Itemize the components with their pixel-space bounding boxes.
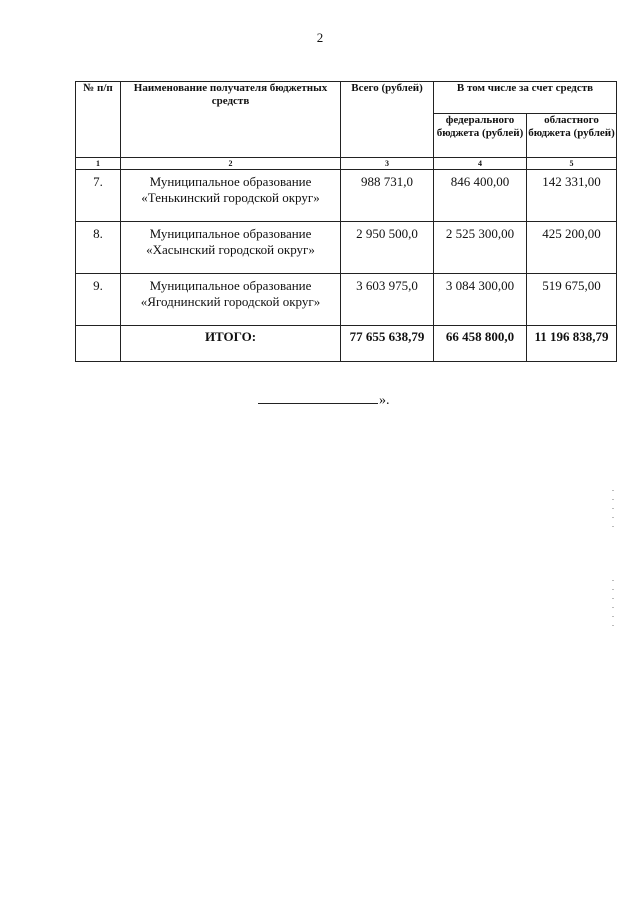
recipient-name-line: «Хасынский городской округ» — [146, 242, 315, 257]
regional-amount: 519 675,00 — [527, 274, 617, 326]
recipient-name-line: «Тенькинский городской округ» — [141, 190, 320, 205]
recipient-name-line: Муниципальное образование — [149, 278, 312, 293]
federal-amount: 846 400,00 — [434, 170, 527, 222]
header-total: Всего (рублей) — [341, 82, 434, 158]
row-number: 8. — [76, 222, 121, 274]
federal-amount: 3 084 300,00 — [434, 274, 527, 326]
blank-underline — [258, 403, 378, 404]
recipient-name — [121, 222, 341, 274]
total-row — [76, 326, 617, 362]
total-amount: 988 731,0 — [341, 170, 434, 222]
column-number-row — [76, 158, 617, 170]
header-name: Наименование получателя бюджетных средств — [121, 82, 341, 158]
regional-amount: 425 200,00 — [527, 222, 617, 274]
budget-table — [75, 81, 617, 362]
header-including: В том числе за счет средств — [434, 82, 617, 114]
column-number: 1 — [76, 158, 121, 170]
grand-federal-amount: 66 458 800,0 — [434, 326, 527, 362]
column-number: 2 — [121, 158, 341, 170]
recipient-name — [121, 170, 341, 222]
column-number: 5 — [527, 158, 617, 170]
regional-amount: 142 331,00 — [527, 170, 617, 222]
header-federal: федерального бюджета (рублей) — [434, 114, 527, 158]
recipient-name-line: «Ягоднинский городской округ» — [140, 294, 321, 309]
federal-amount: 2 525 300,00 — [434, 222, 527, 274]
row-number: 7. — [76, 170, 121, 222]
recipient-name — [121, 274, 341, 326]
scan-margin-specks — [612, 490, 614, 530]
header-regional: областного бюджета (рублей) — [527, 114, 617, 158]
table-row — [76, 222, 617, 274]
column-number: 3 — [341, 158, 434, 170]
column-number: 4 — [434, 158, 527, 170]
row-number: 9. — [76, 274, 121, 326]
grand-total-amount: 77 655 638,79 — [341, 326, 434, 362]
header-num: № п/п — [76, 82, 121, 158]
scan-margin-specks — [612, 580, 614, 630]
recipient-name-line: Муниципальное образование — [149, 226, 312, 241]
total-row-empty-cell — [76, 326, 121, 362]
recipient-name-line: Муниципальное образование — [149, 174, 312, 189]
grand-regional-amount: 11 196 838,79 — [527, 326, 617, 362]
table-row — [76, 170, 617, 222]
closing-quote: ». — [379, 393, 390, 408]
total-amount: 3 603 975,0 — [341, 274, 434, 326]
closing-mark — [258, 393, 390, 409]
total-amount: 2 950 500,0 — [341, 222, 434, 274]
total-label: ИТОГО: — [121, 326, 341, 362]
page-number: 2 — [316, 30, 324, 45]
header-row-1 — [76, 82, 617, 114]
table-row — [76, 274, 617, 326]
